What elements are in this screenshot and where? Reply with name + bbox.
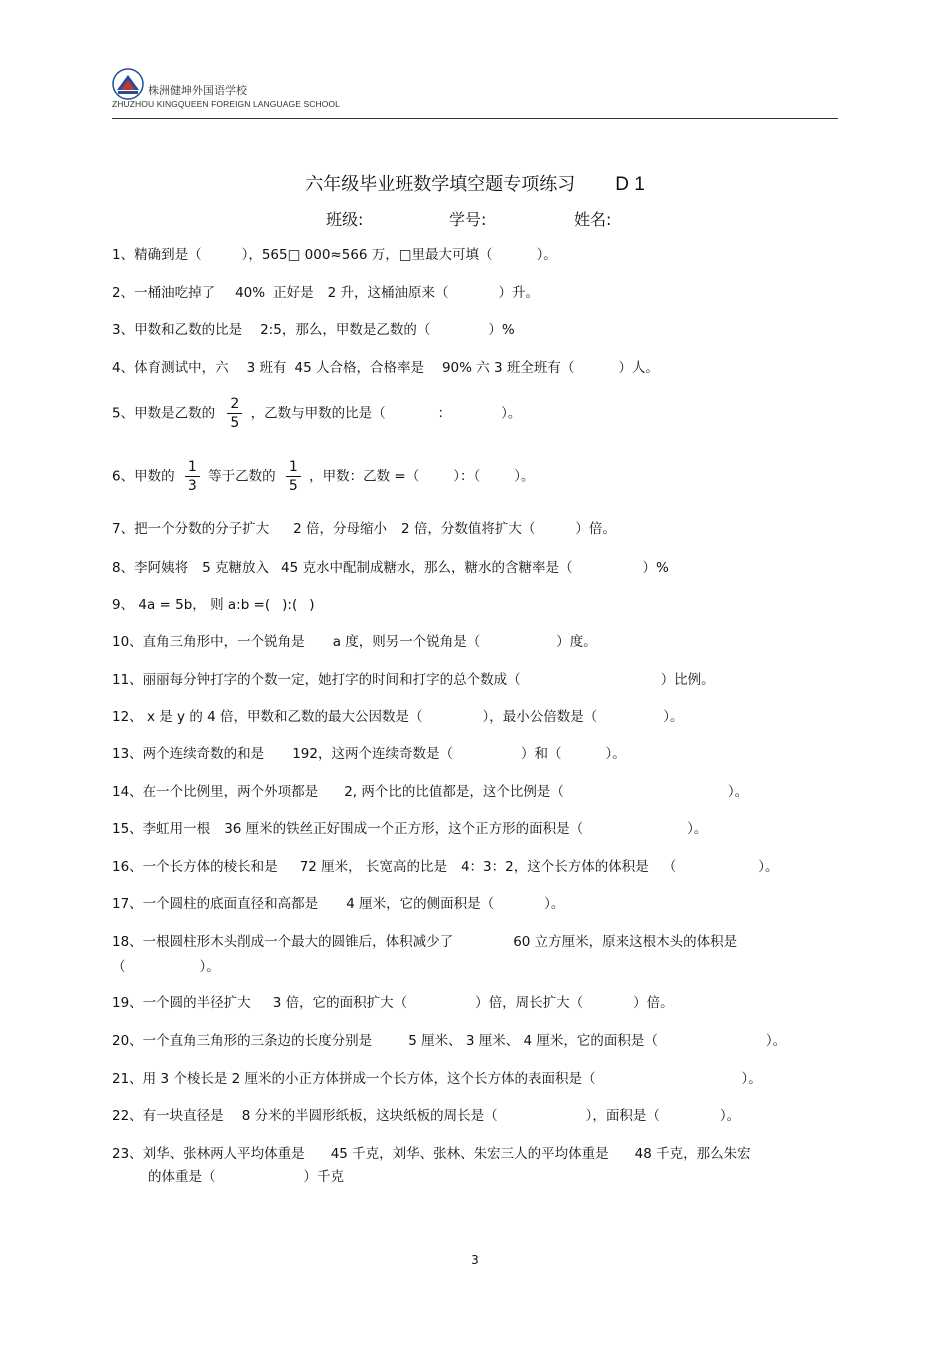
question-23: 23、刘华、张林两人平均体重是 45 千克，刘华、张林、朱宏三人的平均体重是 48 千克，那么朱宏 <box>112 1146 751 1162</box>
title-text: 六年级毕业班数学填空题专项练习 <box>305 174 576 195</box>
question-5: 5、甲数是乙数的 $\frac{2}{5}$ ，乙数与甲数的比是（ ： ）。 <box>112 396 522 431</box>
school-name-en: ZHUZHOU KINGQUEEN FOREIGN LANGUAGE SCHOOL <box>112 99 340 109</box>
fraction-two-fifths: $\frac{2}{5}$ <box>227 395 242 432</box>
question-21: 21、用 3 个棱长是 2 厘米的小正方体拼成一个长方体，这个长方体的表面积是（ ）。 <box>112 1071 762 1087</box>
question-6: 6、甲数的 $\frac{1}{3}$ 等于乙数的 $\frac{1}{5}$ ，甲数：乙数 =（ ）：（ ）。 <box>112 459 535 494</box>
question-7: 7、把一个分数的分子扩大 2 倍，分母缩小 2 倍，分数值将扩大（ ）倍。 <box>112 521 616 537</box>
question-11: 11、丽丽每分钟打字的个数一定，她打字的时间和打字的总个数成（ ）比例。 <box>112 672 715 688</box>
question-16: 16、一个长方体的棱长和是 72 厘米， 长宽高的比是 4：3：2，这个长方体的体积是 （ ）。 <box>112 859 779 875</box>
question-10: 10、直角三角形中，一个锐角是 a 度，则另一个锐角是（ ）度。 <box>112 634 597 650</box>
question-23-continued: 的体重是（ ）千克 <box>148 1169 344 1185</box>
student-id-label: 学号: <box>449 210 487 229</box>
class-label: 班级: <box>326 210 364 229</box>
name-label: 姓名: <box>574 210 612 229</box>
question-15: 15、李虹用一根 36 厘米的铁丝正好围成一个正方形，这个正方形的面积是（ ）。 <box>112 821 708 837</box>
question-19: 19、一个圆的半径扩大 3 倍，它的面积扩大（ ）倍，周长扩大（ ）倍。 <box>112 995 674 1011</box>
title-code: D 1 <box>615 174 645 195</box>
question-14: 14、在一个比例里，两个外项都是 2, 两个比的比值都是，这个比例是（ ）。 <box>112 784 749 800</box>
question-12: 12、 x 是 y 的 4 倍，甲数和乙数的最大公因数是（ ），最小公倍数是（ ）。 <box>112 709 684 725</box>
question-22: 22、有一块直径是 8 分米的半圆形纸板，这块纸板的周长是（ ），面积是（ ）。 <box>112 1108 741 1124</box>
question-8: 8、李阿姨将 5 克糖放入 45 克水中配制成糖水，那么，糖水的含糖率是（ ）% <box>112 560 669 576</box>
fraction-one-third: $\frac{1}{3}$ <box>185 458 200 495</box>
question-18: 18、一根圆柱形木头削成一个最大的圆锥后，体积减少了 60 立方厘米，原来这根木头的体积是 <box>112 934 738 950</box>
question-3: 3、甲数和乙数的比是 2:5，那么，甲数是乙数的（ ）% <box>112 322 515 338</box>
question-9: 9、 4a = 5b， 则 a:b =( ):( ) <box>112 597 315 613</box>
question-18-continued: （ ）。 <box>112 959 220 975</box>
page-header <box>112 66 838 119</box>
question-4: 4、体育测试中，六 3 班有 45 人合格，合格率是 90% 六 3 班全班有（ ）人。 <box>112 360 659 376</box>
question-2: 2、一桶油吃掉了 40% 正好是 2 升，这桶油原来（ ）升。 <box>112 285 539 301</box>
question-1: 1、精确到是（ ），565□ 000≈566 万，□里最大可填（ ）。 <box>112 247 557 263</box>
question-20: 20、一个直角三角形的三条边的长度分别是 5 厘米、 3 厘米、 4 厘米，它的面积是（ ）。 <box>112 1033 787 1049</box>
school-name-cn: 株洲健坤外国语学校 <box>148 84 247 97</box>
fraction-one-fifth: $\frac{1}{5}$ <box>286 458 301 495</box>
page-title <box>0 170 950 196</box>
page-number: 3 <box>471 1253 479 1267</box>
question-17: 17、一个圆柱的底面直径和高都是 4 厘米，它的侧面积是（ ）。 <box>112 896 565 912</box>
school-logo-icon <box>112 68 144 100</box>
question-13: 13、两个连续奇数的和是 192，这两个连续奇数是（ ）和（ ）。 <box>112 746 626 762</box>
student-info <box>0 207 950 230</box>
